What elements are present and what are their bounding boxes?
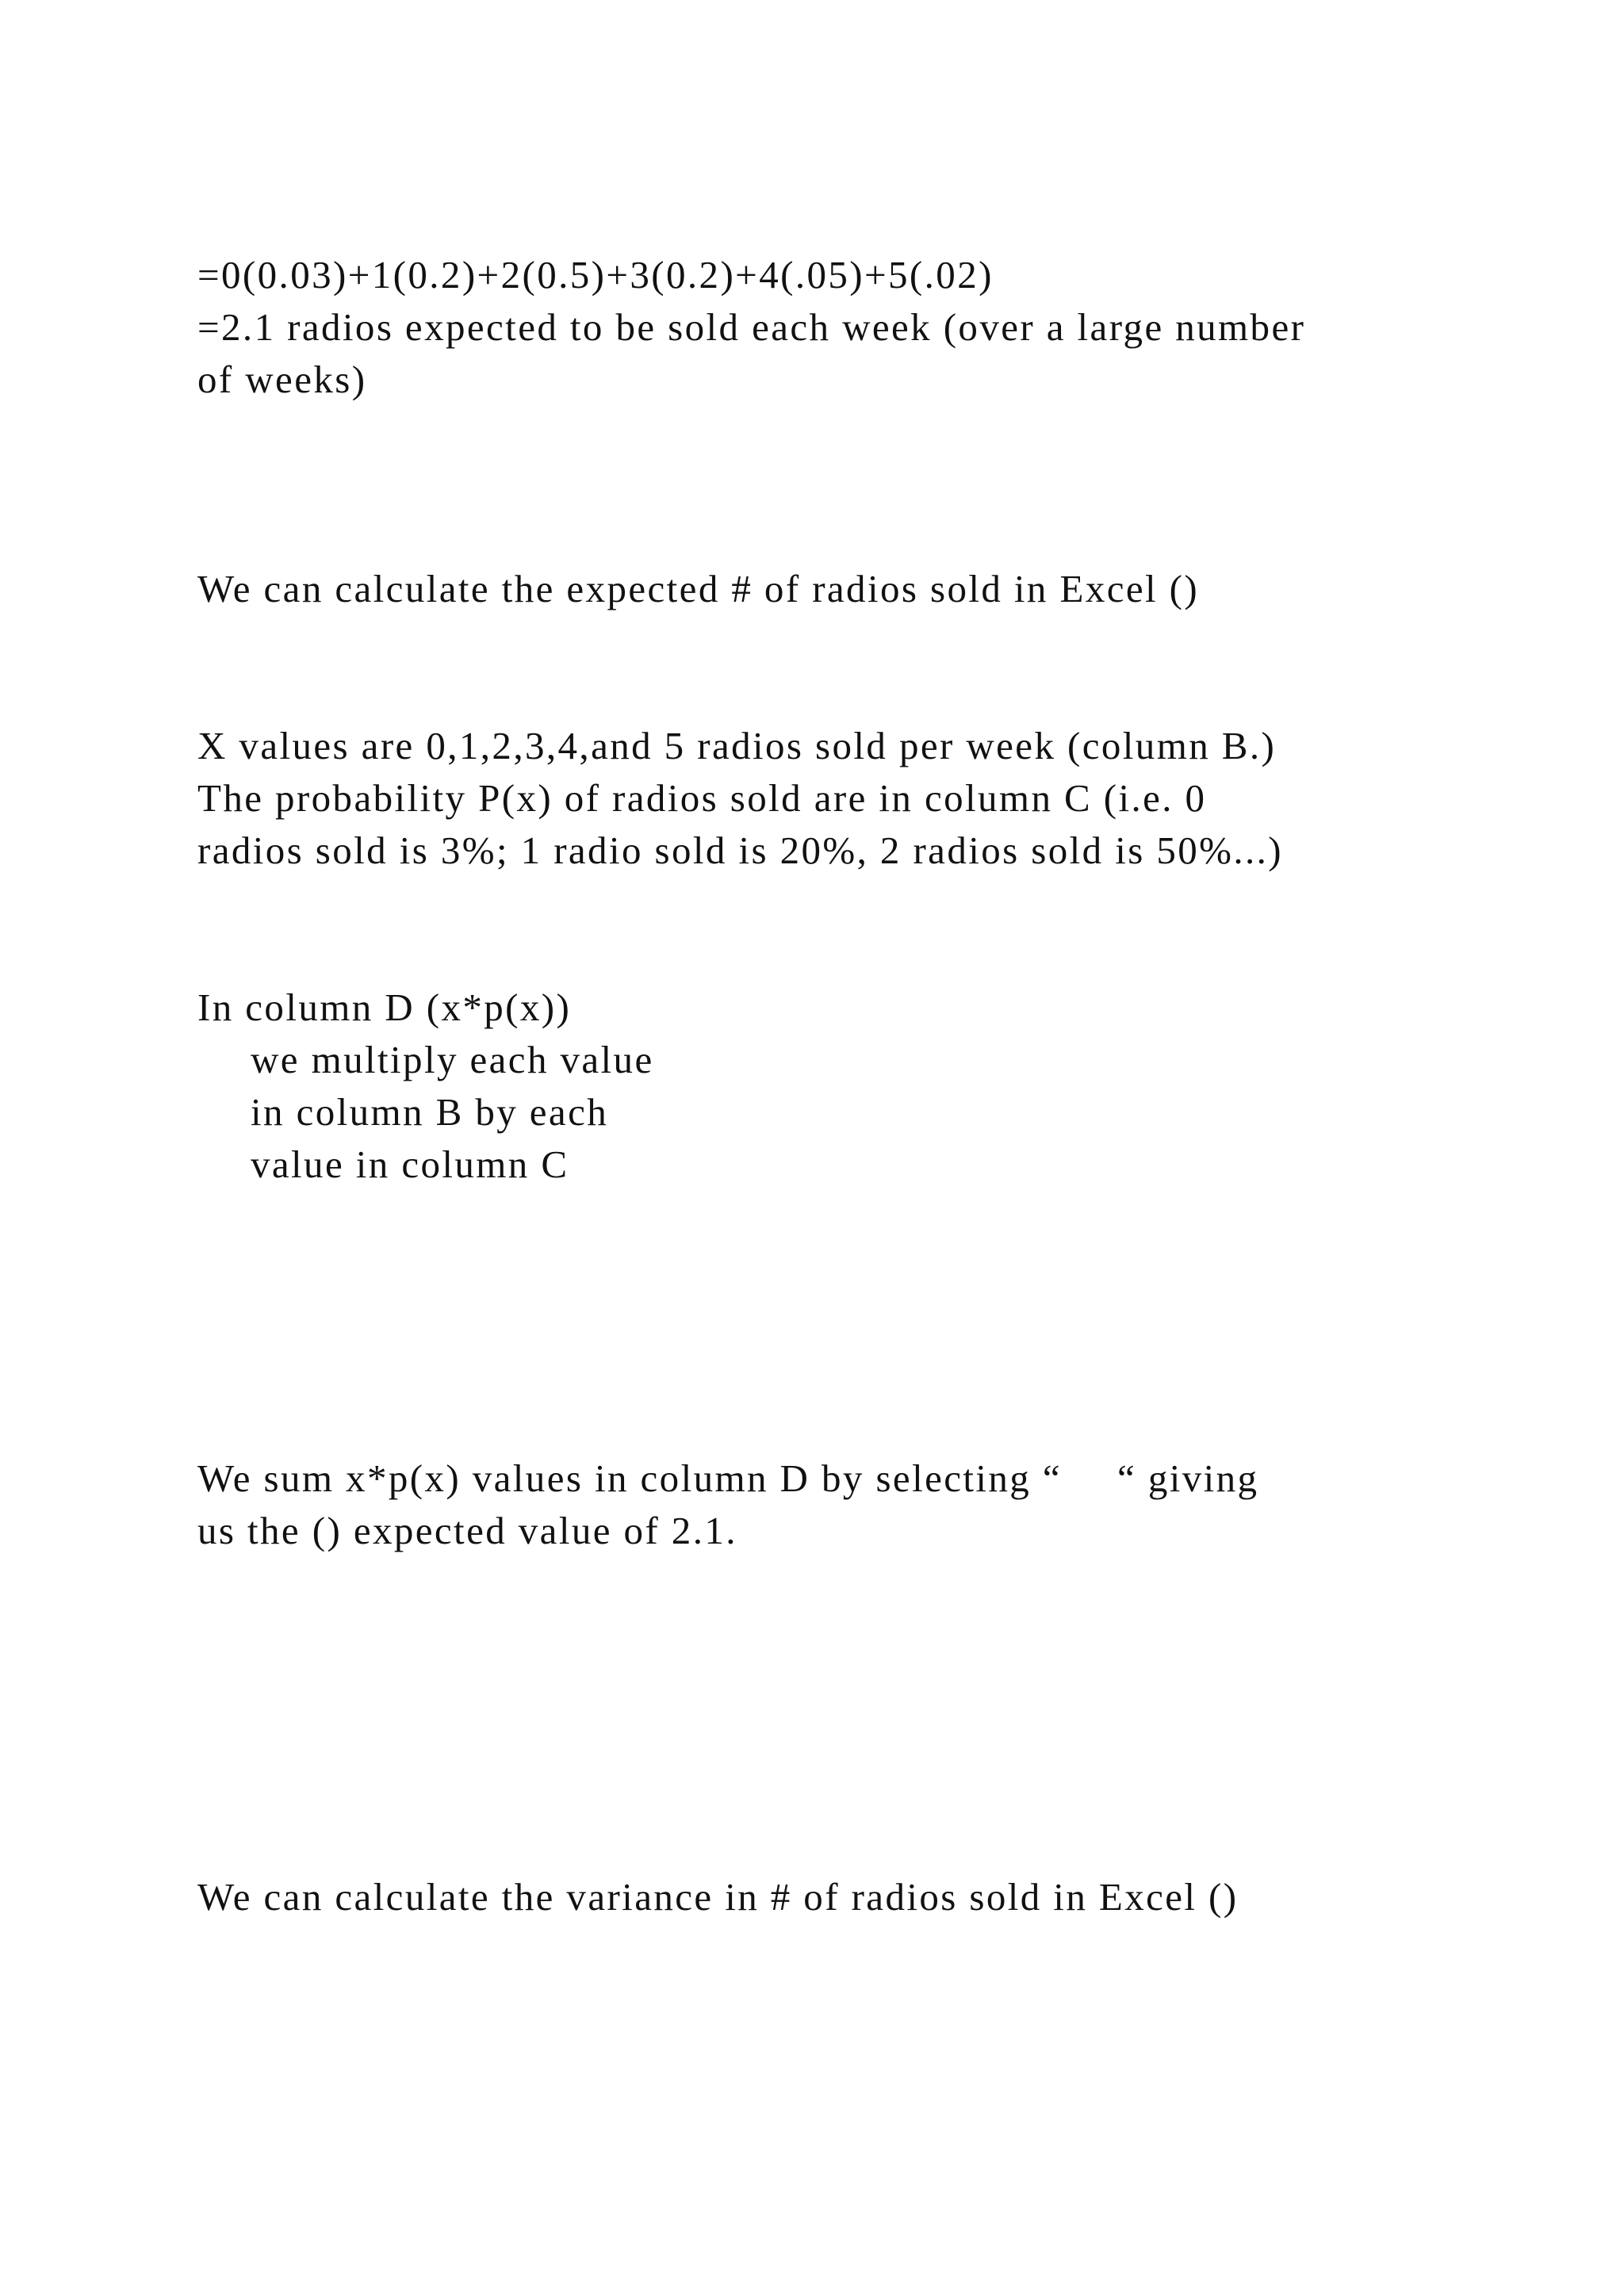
columnD-line-2: we multiply each value xyxy=(251,1038,654,1081)
sum-line-1-end: “ giving xyxy=(1117,1456,1259,1500)
formula-line-3: of weeks) xyxy=(197,358,367,401)
sum-line-2: us the () expected value of 2.1. xyxy=(197,1509,737,1552)
xvalues-line-2: The probability P(x) of radios sold are in column C (i.e. 0 xyxy=(197,776,1207,820)
expected-intro: We can calculate the expected # of radios sold in Excel () xyxy=(197,567,1200,610)
columnD-line-3: in column B by each xyxy=(251,1090,609,1134)
formula-line-1: =0(0.03)+1(0.2)+2(0.5)+3(0.2)+4(.05)+5(.02) xyxy=(197,253,994,297)
variance-intro: We can calculate the variance in # of radios sold in Excel () xyxy=(197,1875,1239,1919)
xvalues-line-3: radios sold is 3%; 1 radio sold is 20%, 2 radios sold is 50%...) xyxy=(197,828,1284,872)
sum-line-1-text: We sum x*p(x) values in column D by selecting “ xyxy=(197,1456,1063,1500)
columnD-line-1: In column D (x*p(x)) xyxy=(197,985,572,1029)
columnD-line-4: value in column C xyxy=(251,1142,569,1186)
formula-line-2: =2.1 radios expected to be sold each week (over a large number xyxy=(197,305,1306,349)
sum-line-1 xyxy=(197,1452,1258,1505)
xvalues-line-1: X values are 0,1,2,3,4,and 5 radios sold per week (column B.) xyxy=(197,724,1277,767)
